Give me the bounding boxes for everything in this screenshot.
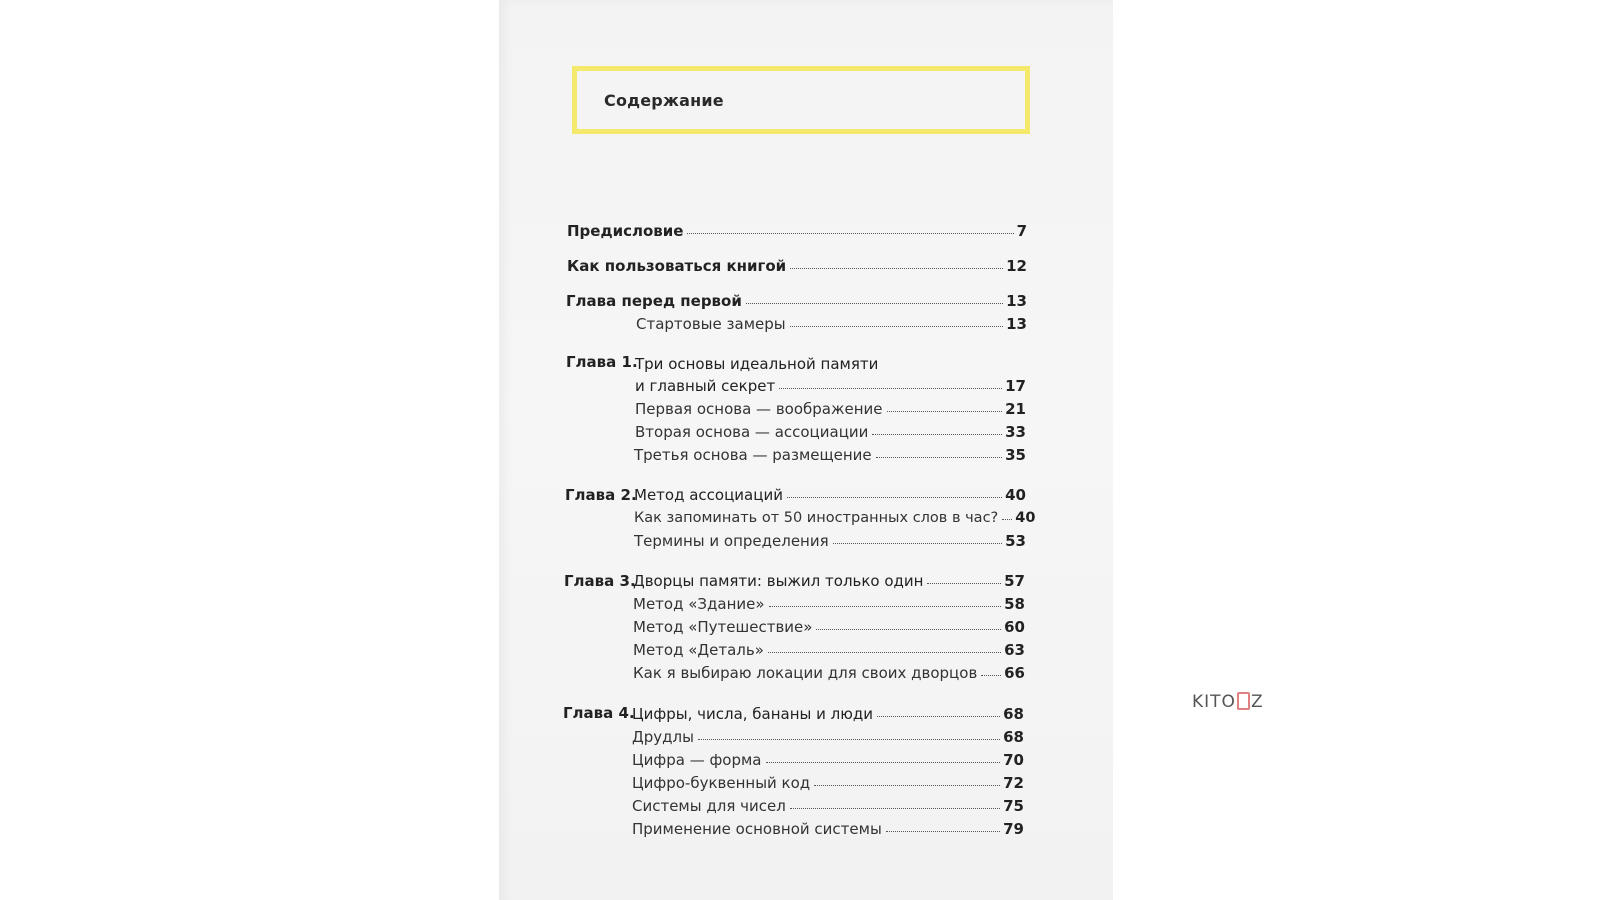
toc-entry-building[interactable]	[633, 595, 1025, 613]
toc-entry-label: Метод «Путешествие»	[633, 618, 813, 636]
toc-entry-placement[interactable]	[634, 446, 1026, 464]
toc-entry-main-system[interactable]	[632, 820, 1024, 838]
toc-entry-label: Третья основа — размещение	[634, 446, 872, 464]
dot-leader	[981, 675, 1001, 676]
book-page	[499, 0, 1113, 900]
dot-leader	[1002, 519, 1012, 520]
dot-leader	[876, 457, 1002, 458]
toc-entry-label: Стартовые замеры	[636, 315, 786, 333]
toc-entry-label: Как пользоваться книгой	[567, 257, 787, 275]
toc-entry-label: Друдлы	[632, 728, 694, 746]
watermark-right-text: Z	[1250, 692, 1264, 712]
toc-entry-page: 60	[1004, 618, 1025, 636]
dot-leader	[790, 326, 1004, 327]
dot-leader	[790, 268, 1003, 269]
toc-entry-label: Системы для чисел	[632, 797, 786, 815]
toc-entry-chapter-2[interactable]	[634, 486, 1026, 504]
toc-entry-number-systems[interactable]	[632, 797, 1024, 815]
toc-entry-page: 40	[1015, 510, 1036, 526]
toc-entry-page: 63	[1004, 641, 1025, 659]
toc-entry-foreign-words[interactable]	[634, 509, 1036, 527]
chapter-4-number: Глава 4.	[563, 704, 635, 722]
dot-leader	[886, 831, 1000, 832]
toc-entry-label: Метод «Деталь»	[633, 641, 764, 659]
toc-entry-page: 79	[1003, 820, 1024, 838]
toc-entry-label: Дворцы памяти: выжил только один	[633, 572, 924, 590]
chapter-3-number: Глава 3.	[564, 572, 636, 590]
dot-leader	[790, 808, 1000, 809]
toc-entry-chapter-1[interactable]	[635, 377, 1026, 395]
kitobz-watermark-logo	[1192, 692, 1264, 712]
toc-entry-label: Цифра — форма	[632, 751, 762, 769]
dot-leader	[779, 388, 1002, 389]
toc-entry-chapter-zero[interactable]	[566, 292, 1027, 310]
toc-entry-starting-measures[interactable]	[636, 315, 1027, 333]
toc-entry-page: 66	[1004, 664, 1025, 682]
chapter-1-number: Глава 1.	[566, 353, 638, 371]
toc-entry-label: Цифры, числа, бананы и люди	[632, 705, 874, 723]
toc-entry-page: 53	[1005, 532, 1026, 550]
toc-entry-imagination[interactable]	[635, 400, 1026, 418]
logo-book-icon	[1237, 692, 1250, 710]
toc-entry-page: 35	[1005, 446, 1026, 464]
toc-entry-page: 13	[1006, 315, 1027, 333]
toc-entry-page: 72	[1003, 774, 1024, 792]
dot-leader	[746, 303, 1003, 304]
toc-entry-page: 21	[1005, 400, 1026, 418]
toc-entry-label: Метод ассоциаций	[634, 486, 783, 504]
dot-leader	[814, 785, 1000, 786]
toc-entry-page: 75	[1003, 797, 1024, 815]
dot-leader	[768, 652, 1001, 653]
toc-entry-page: 17	[1005, 377, 1026, 395]
toc-entry-digit-shape[interactable]	[632, 751, 1024, 769]
toc-entry-label: Первая основа — воображение	[635, 400, 883, 418]
dot-leader	[833, 543, 1002, 544]
toc-entry-page: 40	[1005, 486, 1026, 504]
toc-entry-journey[interactable]	[633, 618, 1025, 636]
dot-leader	[769, 606, 1002, 607]
toc-entry-chapter-4[interactable]	[632, 705, 1024, 723]
dot-leader	[877, 716, 1000, 717]
toc-entry-page: 7	[1016, 222, 1027, 240]
toc-title-frame	[572, 66, 1030, 134]
toc-entry-associations[interactable]	[635, 423, 1026, 441]
toc-entry-how-to-use[interactable]	[567, 257, 1027, 275]
toc-entry-page: 58	[1004, 595, 1025, 613]
toc-entry-detail[interactable]	[633, 641, 1025, 659]
toc-entry-label: Вторая основа — ассоциации	[635, 423, 869, 441]
chapter-1-title-line: Три основы идеальной памяти	[635, 355, 879, 373]
toc-entry-label: Предисловие	[567, 222, 684, 240]
toc-entry-label: Как запоминать от 50 иностранных слов в час?	[634, 510, 999, 526]
toc-entry-chapter-3[interactable]	[633, 572, 1025, 590]
dot-leader	[887, 411, 1003, 412]
toc-entry-page: 57	[1004, 572, 1025, 590]
toc-title: Содержание	[604, 91, 724, 110]
dot-leader	[787, 497, 1002, 498]
toc-entry-page: 70	[1003, 751, 1024, 769]
toc-entry-page: 13	[1006, 292, 1027, 310]
dot-leader	[927, 583, 1001, 584]
toc-entry-droodles[interactable]	[632, 728, 1024, 746]
dot-leader	[872, 434, 1002, 435]
chapter-2-number: Глава 2.	[565, 486, 637, 504]
toc-entry-label: Метод «Здание»	[633, 595, 765, 613]
toc-entry-label: Глава перед первой	[566, 292, 742, 310]
toc-entry-label: Цифро-буквенный код	[632, 774, 811, 792]
toc-entry-label: Термины и определения	[634, 532, 829, 550]
toc-entry-page: 68	[1003, 728, 1024, 746]
toc-entry-digit-letter-code[interactable]	[632, 774, 1024, 792]
toc-entry-label: Применение основной системы	[632, 820, 882, 838]
dot-leader	[766, 762, 1001, 763]
toc-entry-locations[interactable]	[633, 664, 1025, 682]
toc-entry-terms[interactable]	[634, 532, 1026, 550]
dot-leader	[687, 233, 1013, 234]
dot-leader	[816, 629, 1001, 630]
dot-leader	[698, 739, 1000, 740]
toc-entry-label: и главный секрет	[635, 377, 776, 395]
toc-entry-label: Как я выбираю локации для своих дворцов	[633, 664, 978, 682]
toc-entry-page: 12	[1006, 257, 1027, 275]
toc-entry-page: 33	[1005, 423, 1026, 441]
toc-entry-page: 68	[1003, 705, 1024, 723]
toc-entry-preface[interactable]	[567, 222, 1027, 240]
watermark-left-text: KITO	[1192, 692, 1236, 712]
